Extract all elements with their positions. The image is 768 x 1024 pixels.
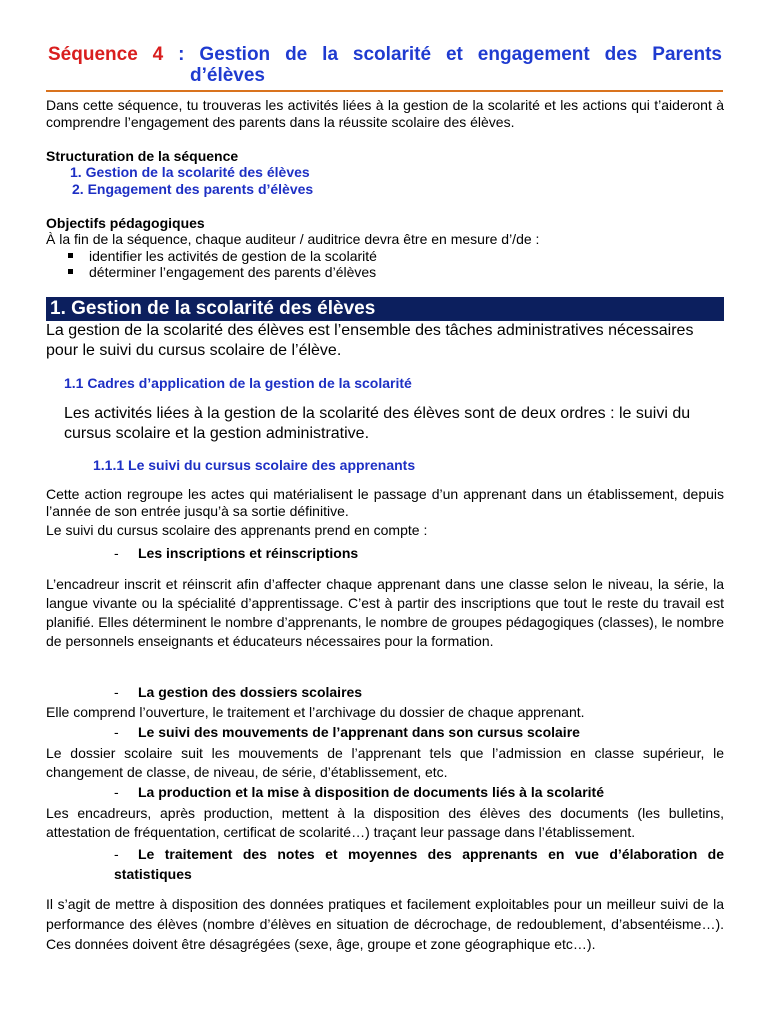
subsection-1-1-1-heading: 1.1.1 Le suivi du cursus scolaire des apprenants: [93, 457, 416, 473]
list-item-text: Il s’agit de mettre à disposition des données pratiques et facilement exploitables pour un meilleur suivi de la performance des élèves (nombre d’élèves en situation de décrochage, de redoublement, d’absentéisme…). Ces données doivent être désagrégées (sexe, âge, groupe et zone géographique etc…).: [46, 896, 724, 952]
page-title: [48, 44, 722, 86]
list-item-text: Le dossier scolaire suit les mouvements de l’apprenant tels que l’admission en classe supérieur, le changement de classe, de niveau, de série, d’établissement, etc.: [46, 745, 724, 780]
list-item-label: La gestion des dossiers scolaires: [138, 684, 363, 700]
objective-item: [68, 248, 718, 265]
section-1-heading: 1. Gestion de la scolarité des élèves: [46, 297, 724, 321]
list-item-label: Le traitement des notes et moyennes des apprenants en vue d’élaboration de statistiques: [114, 846, 724, 882]
objective-text: identifier les activités de gestion de la scolarité: [89, 248, 377, 264]
list-item-heading: [114, 544, 724, 563]
list-item-heading: [114, 783, 724, 802]
subsection-1-1-text: Les activités liées à la gestion de la scolarité des élèves sont de deux ordres : le suivi du cursus scolaire et la gestion administrative.: [64, 405, 691, 442]
subsection-1-1-1-text-1: Cette action regroupe les actes qui matérialisent le passage d’un apprenant dans un établissement, depuis l’année de son entrée jusqu’à sa sortie définitive.: [46, 486, 724, 519]
objective-item: [68, 264, 718, 281]
list-item-label: Les inscriptions et réinscriptions: [138, 545, 359, 561]
list-item-heading: [114, 683, 724, 702]
list-item-label: Le suivi des mouvements de l’apprenant dans son cursus scolaire: [138, 724, 580, 740]
list-item-text: Les encadreurs, après production, mettent à la disposition des élèves des documents (les bulletins, attestation de fréquentation, certificat de scolarité…) traçant leur passage dans l’établissement.: [46, 805, 724, 840]
dash-bullet-icon: -: [114, 724, 119, 740]
list-item-text: L’encadreur inscrit et réinscrit afin d’affecter chaque apprenant dans une classe selon le niveau, la série, la langue vivante ou la spécialité d’apprentissage. C’est à partir des inscriptions que tout le reste du travail est planifié. Elles déterminent le nombre d’apprenants, le nombre de groupes pédagogiques (classes), le nombre de personnels enseignants et éducateurs nécessaires pour la formation.: [46, 576, 724, 649]
list-item-heading: [114, 844, 724, 884]
subsection-1-1-1-text-2: Le suivi du cursus scolaire des apprenants prend en compte :: [46, 522, 428, 538]
title-sequence: Séquence 4: [48, 44, 164, 65]
list-item-heading: [114, 723, 724, 742]
dash-bullet-icon: -: [114, 545, 119, 561]
structure-item-1[interactable]: 1. Gestion de la scolarité des élèves: [70, 164, 310, 180]
objectives-heading: Objectifs pédagogiques: [46, 215, 205, 231]
title-line-2: d’élèves: [190, 65, 265, 86]
square-bullet-icon: [68, 269, 73, 274]
title-separator: :: [163, 44, 200, 65]
subsection-1-1-heading: 1.1 Cadres d’application de la gestion de la scolarité: [64, 375, 412, 391]
intro-paragraph: Dans cette séquence, tu trouveras les activités liées à la gestion de la scolarité et les actions qui t’aideront à comprendre l’engagement des parents dans la réussite scolaire des élèves.: [46, 97, 724, 130]
dash-bullet-icon: -: [114, 846, 119, 862]
objective-text: déterminer l’engagement des parents d’élèves: [89, 264, 377, 280]
structure-heading: Structuration de la séquence: [46, 148, 239, 164]
objectives-lead: À la fin de la séquence, chaque auditeur / auditrice devra être en mesure d’/de :: [46, 231, 540, 247]
list-item-text: Elle comprend l’ouverture, le traitement et l’archivage du dossier de chaque apprenant.: [46, 704, 585, 720]
structure-item-2[interactable]: 2. Engagement des parents d’élèves: [72, 181, 314, 197]
title-rest: Gestion de la scolarité et engagement des Parents: [199, 44, 722, 65]
list-item-label: La production et la mise à disposition de documents liés à la scolarité: [138, 784, 605, 800]
title-divider: [46, 90, 723, 92]
dash-bullet-icon: -: [114, 684, 119, 700]
title-line-1: [48, 44, 722, 65]
dash-bullet-icon: -: [114, 784, 119, 800]
section-1-intro: La gestion de la scolarité des élèves est l’ensemble des tâches administratives nécessaires pour le suivi du cursus scolaire de l’élève.: [46, 322, 694, 359]
square-bullet-icon: [68, 253, 73, 258]
